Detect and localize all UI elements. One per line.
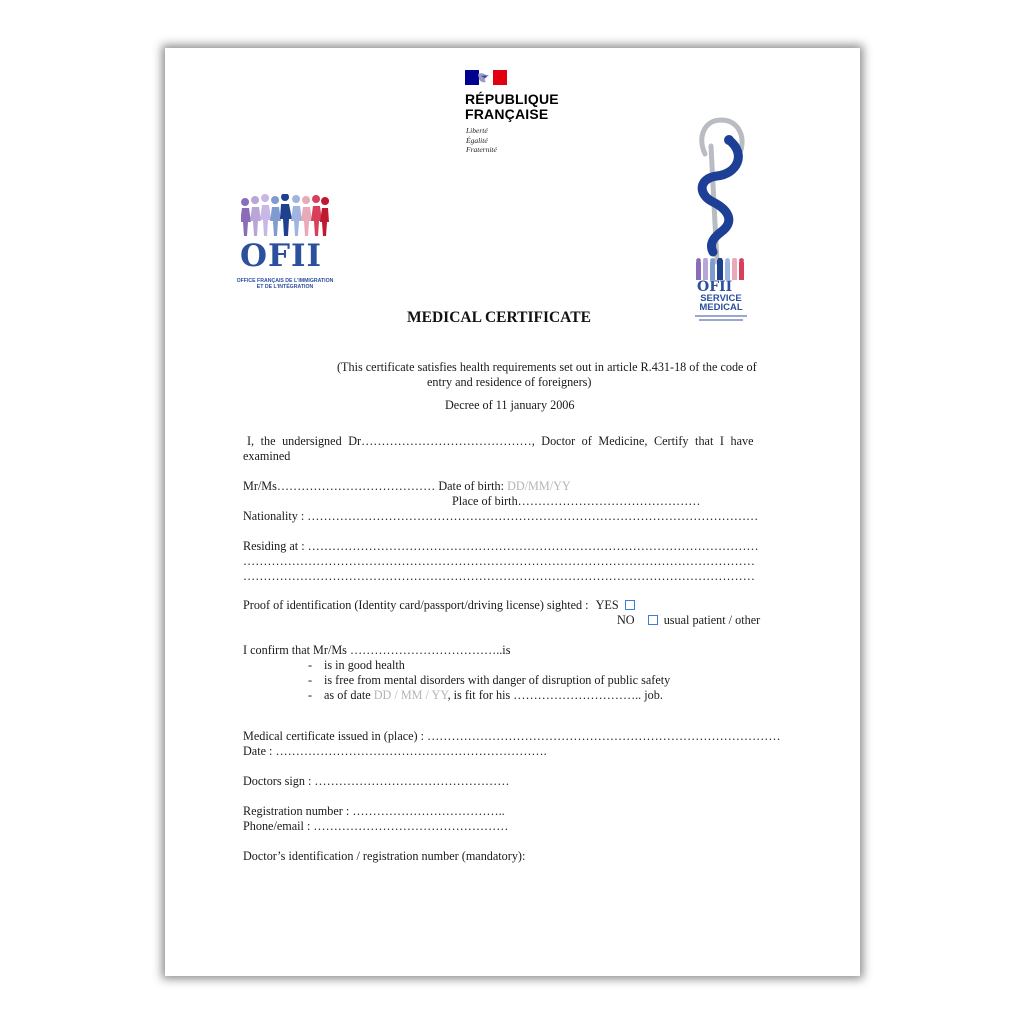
republique-line2: FRANÇAISE <box>465 106 549 122</box>
declaration-line1: I, the undersigned Dr……………………………………, Doctor of Medicine, Certify that I have <box>247 434 754 448</box>
document-title: MEDICAL CERTIFICATE <box>407 309 591 326</box>
registration-line[interactable]: Registration number : ……………………………….. <box>243 804 505 818</box>
yes-checkbox[interactable] <box>625 600 635 610</box>
service-label: SERVICE <box>700 293 742 304</box>
other-label: usual patient / other <box>663 613 761 627</box>
confirm-item-3-prefix: as of date <box>324 688 374 702</box>
caduceus-icon <box>691 116 755 266</box>
proof-label: Proof of identification (Identity card/passport/driving license) sighted : <box>243 598 589 612</box>
ofii-service-medical-logo <box>691 116 755 328</box>
confirm-date-placeholder[interactable]: DD / MM / YY <box>373 688 448 702</box>
motto-fraternite: Fraternité <box>466 145 497 154</box>
residing-line-3[interactable]: ……………………………………………………………………………………………………………… <box>243 569 755 583</box>
no-checkbox[interactable] <box>648 615 658 625</box>
issued-place-line[interactable]: Medical certificate issued in (place) : …………………………………………………………………………… <box>243 729 781 743</box>
service-subtitle-rule-2 <box>699 319 743 321</box>
proof-line <box>243 598 635 613</box>
intro-line2: entry and residence of foreigners) <box>427 375 592 389</box>
confirm-label[interactable]: I confirm that Mr/Ms ………………………………..is <box>243 643 511 657</box>
place-of-birth-line[interactable]: Place of birth……………………………………… <box>452 494 701 508</box>
declaration-line2: examined <box>243 449 291 463</box>
phone-email-line[interactable]: Phone/email : ………………………………………… <box>243 819 509 833</box>
issued-date-line[interactable]: Date : …………………………………………………………. <box>243 744 547 758</box>
confirm-item-2-text: is free from mental disorders with danger of disruption of public safety <box>324 673 671 687</box>
ofii-logo <box>231 194 339 294</box>
republique-line1: RÉPUBLIQUE <box>465 91 559 107</box>
republique-francaise-logo <box>465 70 575 160</box>
ofii-wordmark: OFII <box>240 238 323 274</box>
doctor-sign-line[interactable]: Doctors sign : ………………………………………… <box>243 774 510 788</box>
doctor-id-label: Doctor’s identification / registration number (mandatory): <box>243 849 526 863</box>
ofii-subtitle-line2: ET DE L'INTÉGRATION <box>256 284 314 290</box>
patient-name-label: Mr/Ms………………………………… Date of birth: <box>243 479 505 493</box>
service-subtitle-rule <box>695 315 747 317</box>
yes-label: YES <box>595 598 619 612</box>
service-ofii-wordmark: OFII <box>697 279 733 295</box>
confirm-item-3-suffix[interactable]: , is fit for his ………………………….. job. <box>447 688 663 702</box>
marianne-flag-icon <box>465 70 507 85</box>
motto-liberte: Liberté <box>466 126 488 135</box>
dob-placeholder[interactable]: DD/MM/YY <box>507 479 571 493</box>
decree-line: Decree of 11 january 2006 <box>445 398 575 412</box>
no-label: NO <box>617 613 635 627</box>
small-people-silhouettes-icon <box>695 258 747 280</box>
people-silhouettes-icon <box>241 194 329 238</box>
intro-line1: (This certificate satisfies health requirements set out in article R.431-18 of the code of <box>337 360 757 374</box>
certificate-page <box>165 48 860 976</box>
confirm-item-2: - is free from mental disorders with danger of disruption of public safety <box>308 673 671 687</box>
medical-label: MEDICAL <box>699 302 743 313</box>
motto-egalite: Égalité <box>466 135 488 145</box>
proof-no-line <box>617 613 760 628</box>
residing-line-2[interactable]: ……………………………………………………………………………………………………………… <box>243 554 755 568</box>
confirm-item-1: - is in good health <box>308 658 405 672</box>
patient-name-dob-line <box>243 479 571 494</box>
residing-line[interactable]: Residing at : ………………………………………………………………………………………………… <box>243 539 759 553</box>
nationality-line[interactable]: Nationality : ………………………………………………………………………………………………… <box>243 509 759 523</box>
confirm-item-1-text: is in good health <box>324 658 405 672</box>
confirm-item-3: - as of date DD / MM / YY, is fit for his ………………………….. job. <box>308 688 663 702</box>
ofii-subtitle-line1: OFFICE FRANÇAIS DE L'IMMIGRATION <box>236 278 334 284</box>
